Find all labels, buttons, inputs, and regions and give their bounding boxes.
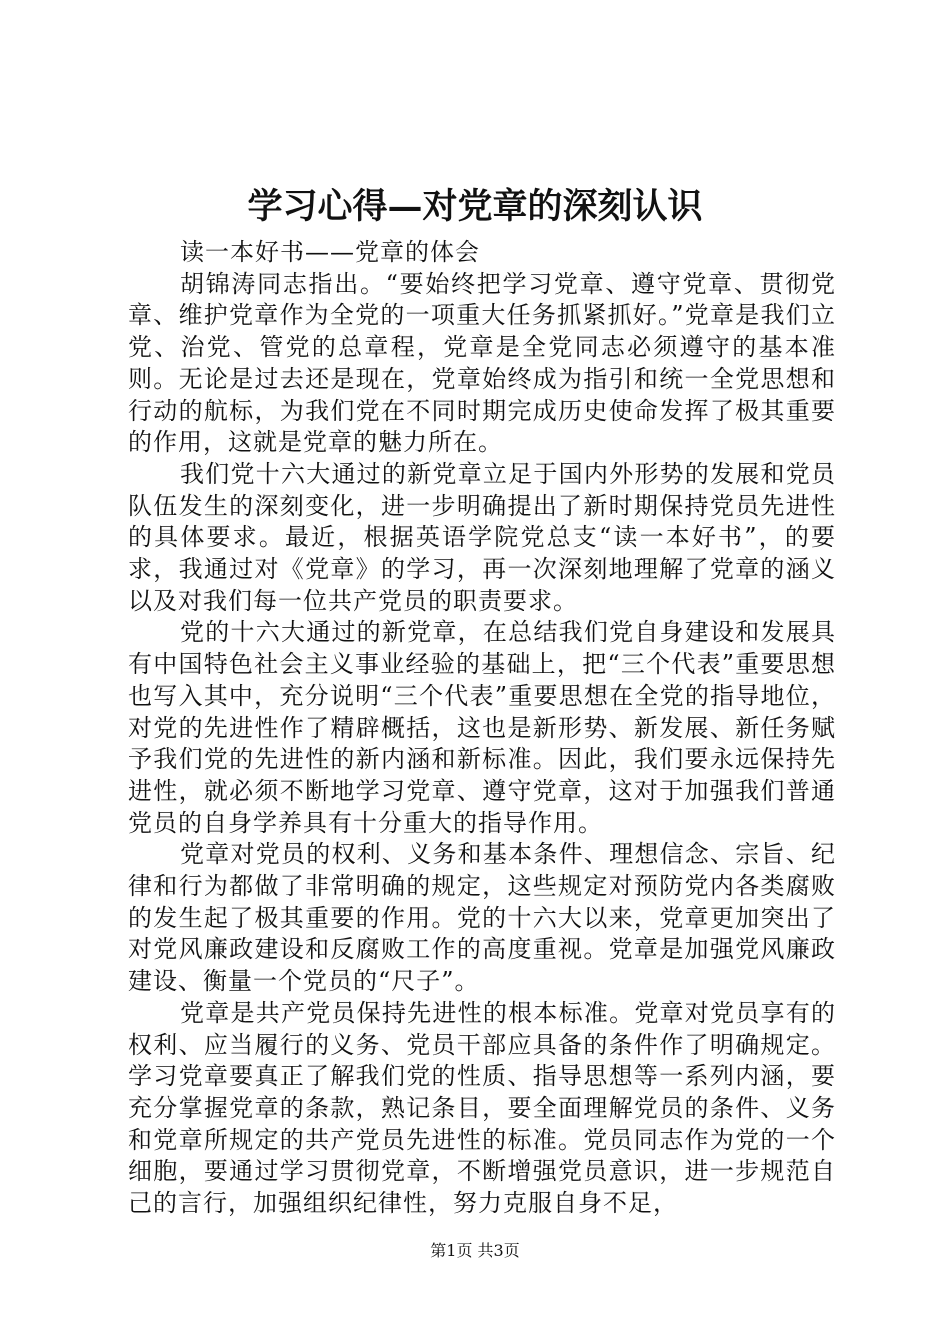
document-body bbox=[128, 237, 836, 1220]
document-title: 学习心得—对党章的深刻认识 bbox=[247, 186, 703, 227]
body-paragraph: 党章是共产党员保持先进性的根本标准。党章对党员享有的权利、应当履行的义务、党员干部应具备的条件作了明确规定。学习党章要真正了解我们党的性质、指导思想等一系列内涵，要充分掌握党章的条款，熟记条目，要全面理解党员的条件、义务和党章所规定的共产党员先进性的标准。党员同志作为党的一个细胞，要通过学习贯彻党章，不断增强党员意识，进一步规范自己的言行，加强组织纪律性，努力克服自身不足， bbox=[128, 998, 836, 1218]
body-paragraph: 我们党十六大通过的新党章立足于国内外形势的发展和党员队伍发生的深刻变化，进一步明确提出了新时期保持党员先进性的具体要求。最近，根据英语学院党总支“读一本好书”，的要求，我通过对《党章》的学习，再一次深刻地理解了党章的涵义以及对我们每一位共产党员的职责要求。 bbox=[128, 459, 836, 615]
body-paragraph: 党章对党员的权利、义务和基本条件、理想信念、宗旨、纪律和行为都做了非常明确的规定，这些规定对预防党内各类腐败的发生起了极其重要的作用。党的十六大以来，党章更加突出了对党风廉政建设和反腐败工作的高度重视。党章是加强党风廉政建设、衡量一个党员的“尺子”。 bbox=[128, 840, 836, 996]
body-paragraph: 胡锦涛同志指出。“要始终把学习党章、遵守党章、贯彻党章、维护党章作为全党的一项重大任务抓紧抓好。”党章是我们立党、治党、管党的总章程，党章是全党同志必须遵守的基本准则。无论是过去还是现在，党章始终成为指引和统一全党思想和行动的航标，为我们党在不同时期完成历史使命发挥了极其重要的作用，这就是党章的魅力所在。 bbox=[128, 269, 836, 457]
subtitle-paragraph: 读一本好书——党章的体会 bbox=[180, 238, 480, 266]
body-paragraph: 党的十六大通过的新党章，在总结我们党自身建设和发展具有中国特色社会主义事业经验的基础上，把“三个代表”重要思想也写入其中，充分说明“三个代表”重要思想在全党的指导地位，对党的先进性作了精辟概括，这也是新形势、新发展、新任务赋予我们党的先进性的新内涵和新标准。因此，我们要永远保持先进性，就必须不断地学习党章、遵守党章，这对于加强我们普通党员的自身学养具有十分重大的指导作用。 bbox=[128, 618, 836, 837]
page-footer: 第1页 共3页 bbox=[430, 1241, 520, 1260]
